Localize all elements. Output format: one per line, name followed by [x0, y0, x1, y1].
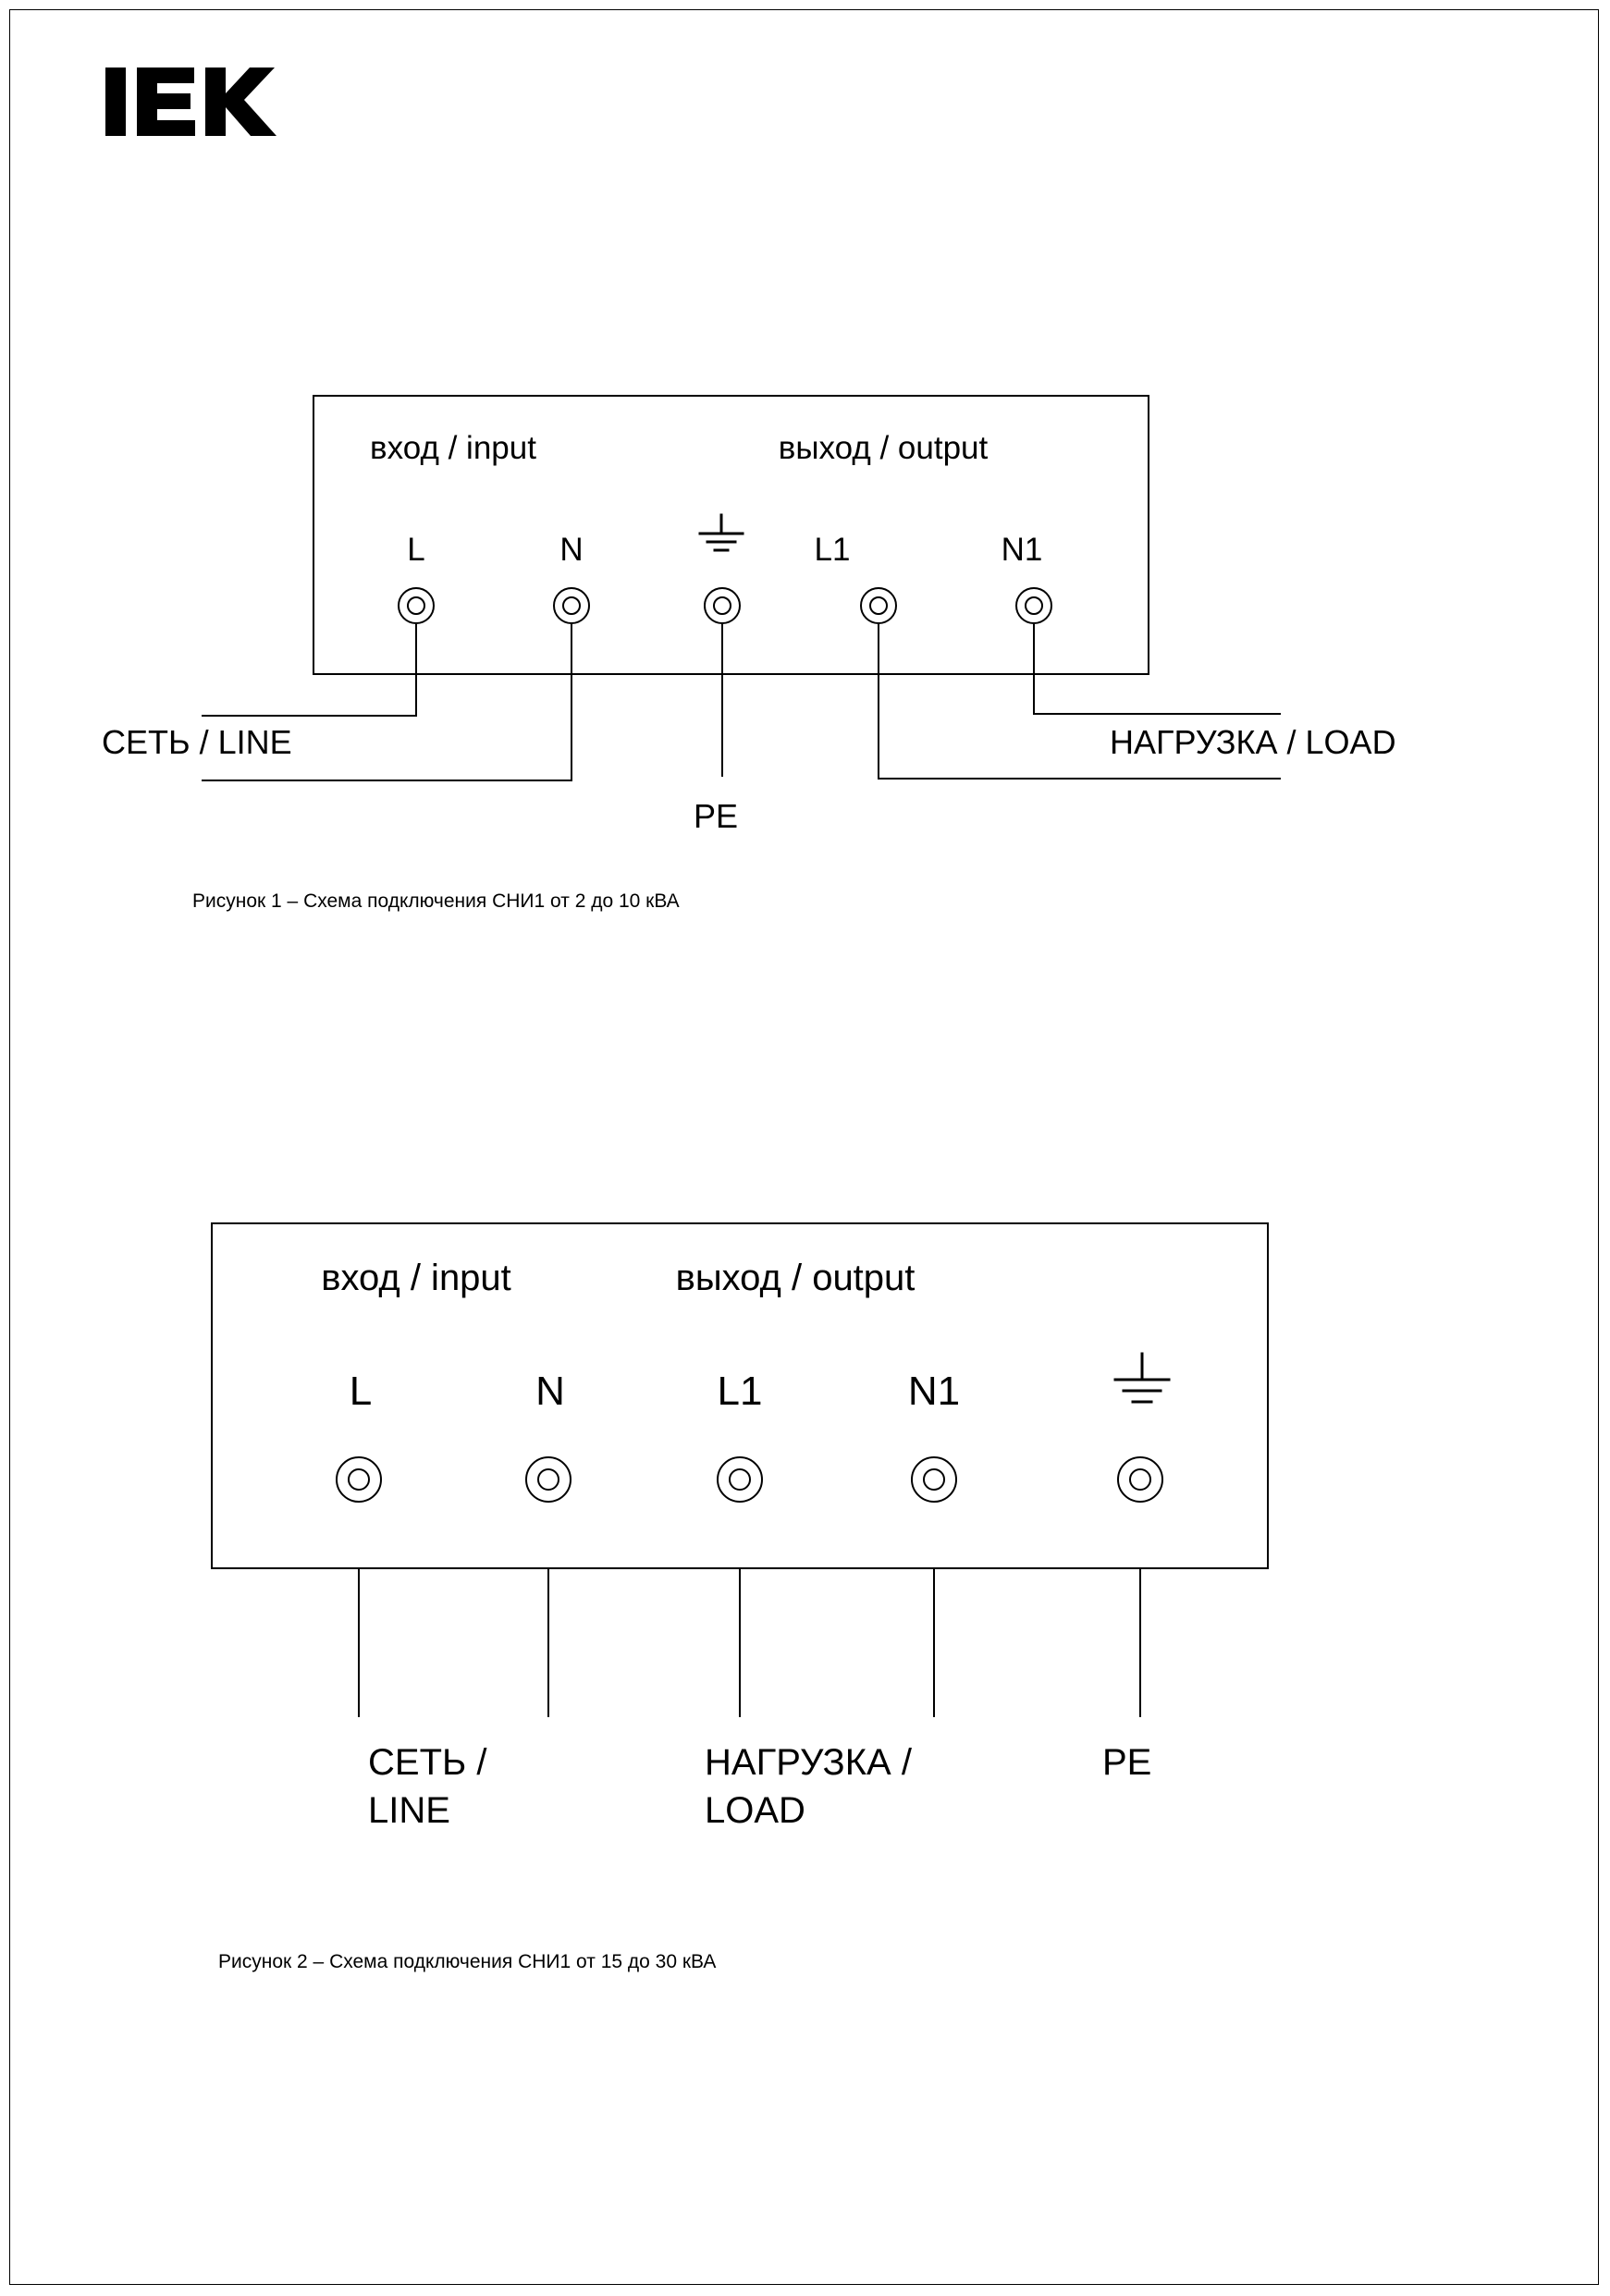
wire-n-horizontal — [202, 780, 572, 781]
callout-line-1: СЕТЬ / LINE — [102, 723, 292, 761]
wire-n-vertical-2 — [547, 1569, 549, 1717]
terminal-n[interactable] — [525, 1456, 571, 1503]
terminal-label-n-2: N — [535, 1369, 565, 1414]
wire-n1-vertical — [1033, 624, 1035, 715]
header-output-2: выход / output — [675, 1258, 916, 1298]
callout-load-2 — [705, 1738, 912, 1835]
terminal-l1[interactable] — [860, 587, 897, 624]
wire-l1-horizontal — [878, 778, 1281, 780]
wire-pe-vertical-2 — [1139, 1569, 1141, 1717]
callout-line-2-line2: LINE — [368, 1790, 450, 1831]
wire-l-horizontal — [202, 715, 417, 717]
terminal-n[interactable] — [553, 587, 590, 624]
wire-pe-vertical — [721, 624, 723, 777]
wire-l1-vertical-2 — [739, 1569, 741, 1717]
figure-1-caption: Рисунок 1 – Схема подключения СНИ1 от 2 до 10 кВА — [192, 890, 680, 912]
terminal-n1[interactable] — [1015, 587, 1052, 624]
terminal-label-l-1: L — [407, 532, 425, 568]
terminal-pe[interactable] — [704, 587, 741, 624]
callout-pe-2: PE — [1102, 1742, 1152, 1783]
wire-n1-vertical-2 — [933, 1569, 935, 1717]
header-input-2: вход / input — [321, 1258, 511, 1298]
wire-l-vertical-2 — [358, 1569, 360, 1717]
wire-n-vertical — [571, 624, 572, 781]
terminal-label-l-2: L — [349, 1369, 373, 1414]
earth-ground-icon-2 — [1100, 1350, 1184, 1419]
callout-load-2-line2: LOAD — [705, 1790, 805, 1831]
wire-l-vertical — [415, 624, 417, 717]
callout-load-2-line1: НАГРУЗКА / — [705, 1742, 912, 1783]
header-output-1: выход / output — [778, 430, 989, 466]
header-input-1: вход / input — [370, 430, 536, 466]
wire-n1-horizontal — [1033, 713, 1281, 715]
callout-line-2-line1: СЕТЬ / — [368, 1742, 487, 1783]
terminal-label-l1-2: L1 — [717, 1369, 763, 1414]
terminal-label-n-1: N — [559, 532, 584, 568]
callout-line-2 — [368, 1738, 486, 1835]
earth-ground-icon-1 — [689, 513, 754, 564]
terminal-label-n1-1: N1 — [1001, 532, 1043, 568]
terminal-l[interactable] — [398, 587, 435, 624]
wire-l1-vertical — [878, 624, 879, 780]
terminal-label-n1-2: N1 — [907, 1369, 961, 1414]
terminal-l[interactable] — [336, 1456, 382, 1503]
terminal-label-l1-1: L1 — [814, 532, 851, 568]
terminal-l1[interactable] — [717, 1456, 763, 1503]
callout-pe-1: PE — [694, 797, 739, 835]
page-border — [9, 9, 1599, 2285]
figure-2-caption: Рисунок 2 – Схема подключения СНИ1 от 15 до 30 кВА — [218, 1951, 717, 1972]
callout-load-1: НАГРУЗКА / LOAD — [1110, 723, 1396, 761]
terminal-n1[interactable] — [911, 1456, 957, 1503]
terminal-pe[interactable] — [1117, 1456, 1163, 1503]
iek-logo — [102, 60, 287, 143]
iek-logo-icon — [102, 60, 287, 143]
